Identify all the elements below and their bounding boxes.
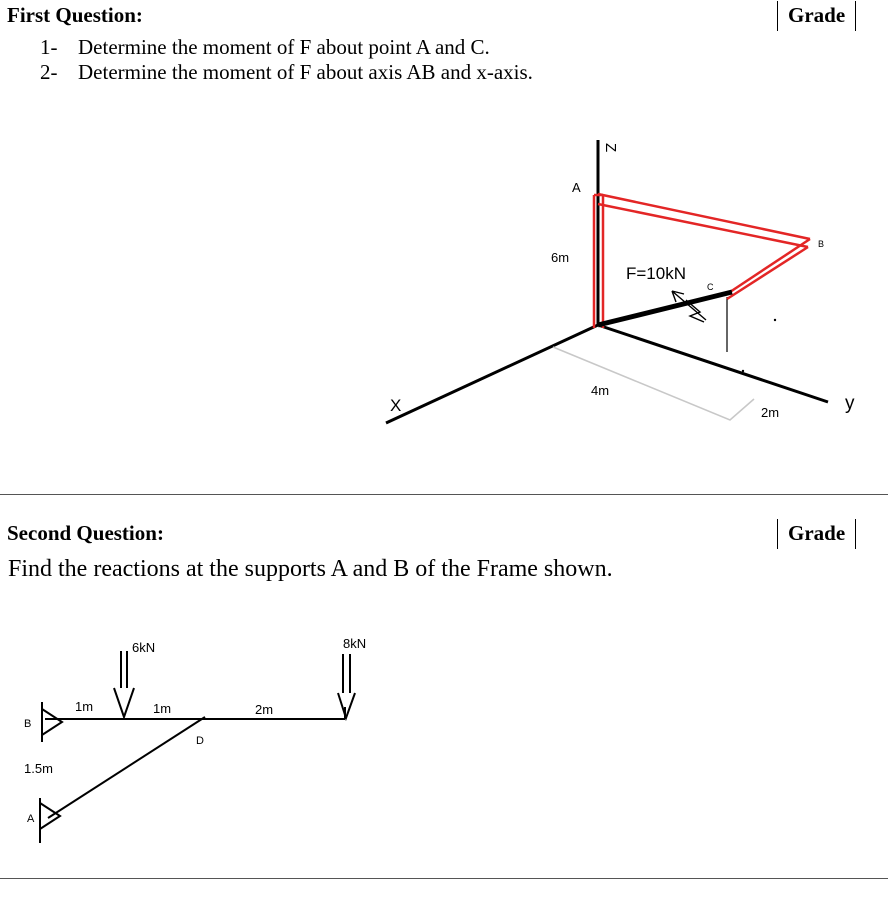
divider-1 (0, 494, 888, 495)
q2-instruction: Find the reactions at the supports A and B of the Frame shown. (8, 556, 613, 582)
grade-box-q1: Grade (777, 1, 856, 31)
support-a (40, 798, 60, 843)
figure-3d-frame (386, 140, 855, 423)
dim-y-label: 2m (761, 405, 780, 420)
point-a-label: A (572, 180, 581, 195)
load-2-label: 8kN (343, 636, 367, 651)
dim-3-label: 2m (255, 702, 274, 717)
x-axis-label: X (390, 396, 402, 415)
point-d-label: D (196, 735, 204, 747)
q1-item-2-number: 2- (40, 60, 58, 84)
dim-vertical-label: 1.5m (24, 761, 53, 776)
x-axis-line (386, 325, 598, 423)
load-6kn-arrow (114, 651, 134, 717)
dot-2 (774, 319, 776, 321)
q1-item-2-text: Determine the moment of F about axis AB and x-axis. (78, 60, 533, 84)
first-question-title: First Question: (7, 3, 143, 27)
load-1-label: 6kN (132, 640, 156, 655)
support-b (42, 702, 62, 742)
member-oc (598, 292, 732, 325)
second-question-title: Second Question: (7, 521, 164, 545)
grade-box-q2: Grade (777, 519, 856, 549)
dim-1-label: 1m (75, 699, 94, 714)
figure-2d-frame (24, 636, 366, 843)
y-axis-line (598, 325, 828, 402)
q1-item-1-text: Determine the moment of F about point A and C. (78, 35, 490, 59)
z-axis-label: Z (602, 143, 619, 153)
load-8kn-arrow (338, 654, 355, 718)
dim-x-label: 4m (591, 383, 610, 398)
dot-1 (742, 370, 744, 372)
point-c-label: C (707, 282, 714, 292)
divider-2 (0, 878, 888, 879)
dim-2-label: 1m (153, 701, 172, 716)
construction-lines (553, 347, 754, 420)
red-frame (594, 194, 810, 328)
force-label: F=10kN (626, 264, 686, 283)
point-a-label-2d: A (27, 813, 35, 825)
point-b-label-2d: B (24, 718, 32, 730)
point-b-label: B (818, 239, 825, 249)
y-axis-label: y (845, 393, 855, 414)
dim-height-label: 6m (551, 250, 570, 265)
q1-item-1-number: 1- (40, 35, 58, 59)
diagonal-member (48, 717, 205, 818)
